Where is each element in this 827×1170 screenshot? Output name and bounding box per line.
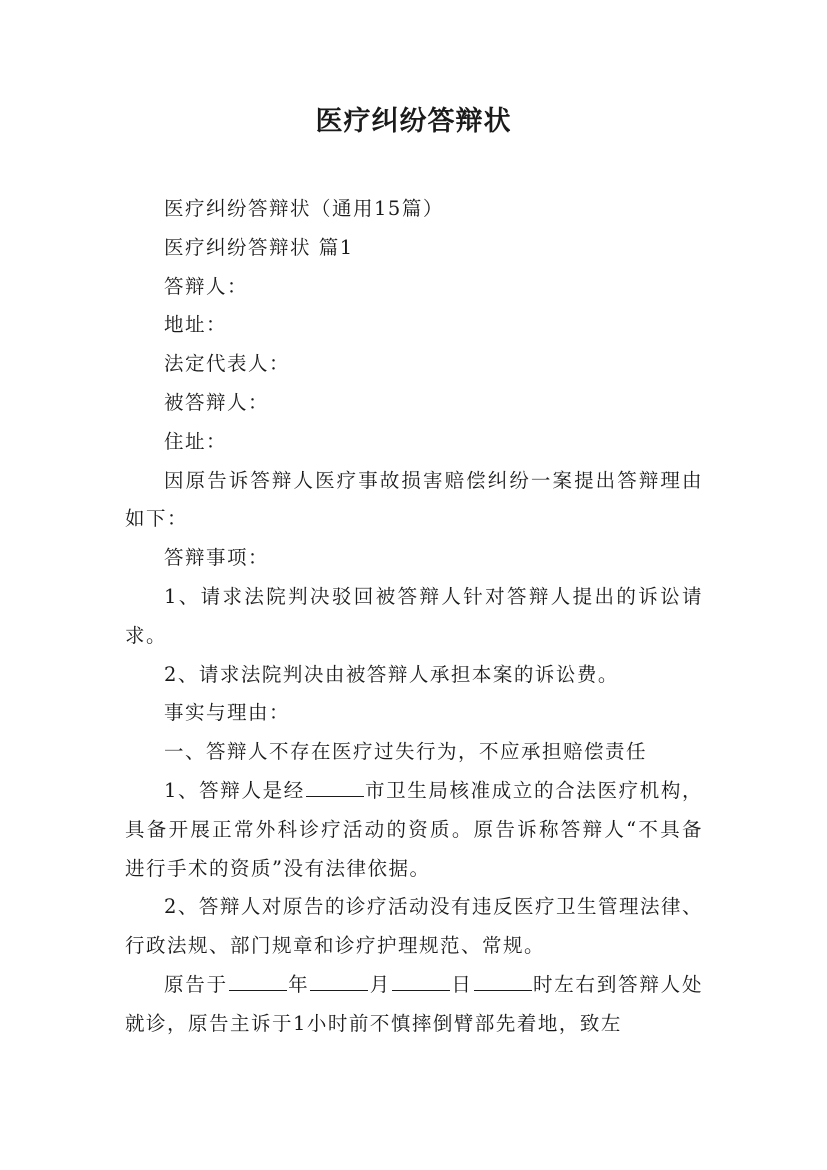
paragraph-facts-3-part-a: 原告于 <box>164 972 228 996</box>
paragraph-respondent: 答辩人： <box>164 274 249 298</box>
paragraph-subtitle: 医疗纠纷答辩状（通用15篇） <box>164 197 444 220</box>
blank-hour-field <box>474 970 532 991</box>
paragraph-legal-representative: 法定代表人： <box>164 352 291 376</box>
document-title: 医疗纠纷答辩状 <box>315 106 512 137</box>
paragraph-facts-1 <box>125 772 703 888</box>
paragraph-section-heading: 医疗纠纷答辩状 篇1 <box>164 235 354 259</box>
paragraph-facts-3-part-e: 时左右到答辩人处就诊，原告主诉于1小时前不慎摔倒臂部先着地，致左 <box>125 972 703 1035</box>
paragraph-facts-3-year: 年 <box>287 972 310 996</box>
paragraph-facts-3 <box>125 966 703 1044</box>
paragraph-address: 地址： <box>164 313 228 337</box>
paragraph-plaintiff: 被答辩人： <box>164 390 270 414</box>
blank-month-field <box>310 970 368 991</box>
paragraph-facts-3-day: 日 <box>451 972 473 996</box>
paragraph-facts-1-part-b: 市卫生局核准成立的合法医疗机构，具备开展正常外科诊疗活动的资质。原告诉称答辩人“不具备进行手术的资质”没有法律依据。 <box>125 778 703 880</box>
blank-day-field <box>392 970 450 991</box>
paragraph-defense-item-1: 1、请求法院判决驳回被答辩人针对答辩人提出的诉讼请求。 <box>125 584 703 647</box>
paragraph-facts-2: 2、答辩人对原告的诊疗活动没有违反医疗卫生管理法律、行政法规、部门规章和诊疗护理规范、常规。 <box>125 895 703 958</box>
blank-city-field <box>306 776 364 797</box>
paragraph-residence: 住址： <box>164 429 228 453</box>
paragraph-defense-item-2: 2、请求法院判决由被答辩人承担本案的诉讼费。 <box>164 662 619 686</box>
paragraph-facts-point-1: 一、答辩人不存在医疗过失行为，不应承担赔偿责任 <box>164 740 648 764</box>
paragraph-defense-items-heading: 答辩事项： <box>164 546 270 570</box>
paragraph-facts-heading: 事实与理由： <box>164 701 291 725</box>
paragraph-intro: 因原告诉答辩人医疗事故损害赔偿纠纷一案提出答辩理由如下： <box>125 468 703 531</box>
document-body <box>125 190 703 1044</box>
blank-year-field <box>229 970 287 991</box>
paragraph-facts-3-month: 月 <box>369 972 392 996</box>
paragraph-facts-1-part-a: 1、答辩人是经 <box>164 778 305 802</box>
